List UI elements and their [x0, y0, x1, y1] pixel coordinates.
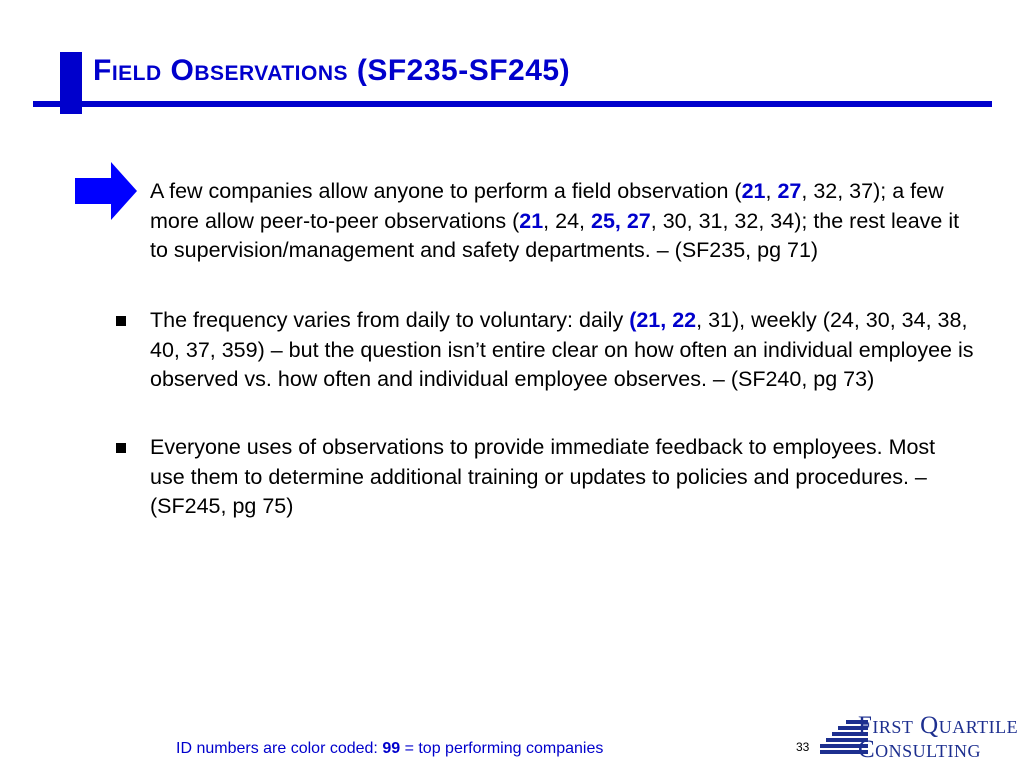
- bullet-text: ,: [765, 179, 778, 203]
- logo-line-1: First Quartile: [858, 712, 1019, 739]
- square-bullet-icon: [116, 316, 126, 326]
- bullet-text: Everyone uses of observations to provide immediate feedback to employees. Most use them to determine additional training or updates to policies and procedures. – (SF245, pg 75): [150, 435, 936, 518]
- right-arrow-icon: [75, 162, 137, 220]
- highlighted-id: 21: [741, 179, 766, 203]
- note-prefix: ID numbers are color coded:: [176, 740, 383, 757]
- highlighted-id: (21, 22: [629, 308, 697, 332]
- page-number: 33: [796, 740, 810, 754]
- bullet-text: , 24,: [543, 208, 591, 233]
- color-code-note: [176, 740, 603, 758]
- logo-line-2: Consulting: [858, 736, 982, 763]
- bullet-text: , 32, 37); a few more allow peer-to-peer observations (: [150, 179, 944, 233]
- logo-text: [858, 714, 1018, 762]
- company-logo: [820, 714, 1020, 764]
- note-suffix: = top performing companies: [400, 740, 604, 757]
- bullet-item-1: [150, 177, 975, 266]
- bullet-text: , 30, 31, 32, 34); the rest leave it to supervision/management and safety departments. – (SF235, pg 71): [150, 208, 960, 262]
- bullet-item-3: [150, 433, 975, 522]
- highlighted-id: 21: [519, 208, 544, 233]
- highlighted-id: 25, 27: [590, 208, 651, 233]
- square-bullet-icon: [116, 443, 126, 453]
- highlighted-id: 27: [777, 179, 802, 203]
- bullet-item-2: [150, 306, 975, 395]
- slide-title: Field Observations (SF235-SF245): [93, 54, 571, 87]
- bullet-text: , 31), weekly (24, 30, 34, 38, 40, 37, 359) – but the question isn’t entire clear on how often an individual employee is observed vs. how often and individual employee observes. – (SF240, pg 73): [150, 308, 974, 391]
- bullet-text: A few companies allow anyone to perform a field observation (: [150, 179, 742, 203]
- bullet-text: The frequency varies from daily to voluntary: daily: [150, 308, 630, 332]
- note-number: 99: [382, 740, 401, 757]
